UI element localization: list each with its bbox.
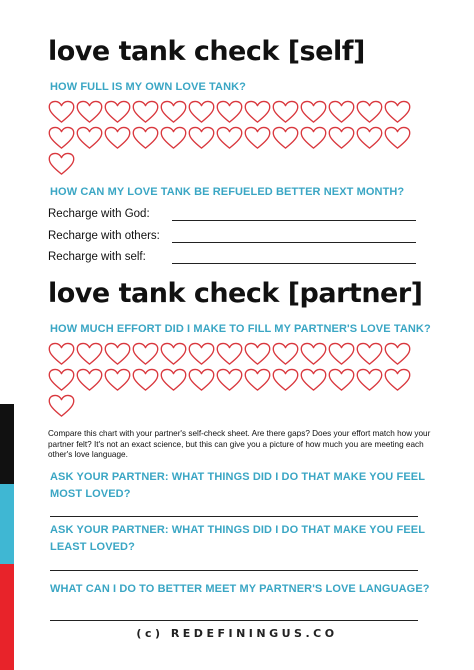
self-section-title: love tank check [self]: [48, 36, 365, 67]
ask-most-loved-question: ASK YOUR PARTNER: WHAT THINGS DID I DO THAT MAKE YOU FEEL MOST LOVED?: [50, 471, 425, 500]
heart-outline-icon[interactable]: [300, 368, 327, 392]
most-loved-answer-line[interactable]: [50, 516, 418, 517]
heart-outline-icon[interactable]: [160, 126, 187, 150]
decorative-stripe-red: [0, 564, 14, 670]
recharge-row-god: [48, 208, 420, 226]
heart-outline-icon[interactable]: [48, 342, 75, 366]
heart-outline-icon[interactable]: [356, 368, 383, 392]
heart-outline-icon[interactable]: [104, 100, 131, 124]
decorative-stripe-cyan: [0, 484, 14, 564]
better-meet-answer-line[interactable]: [50, 620, 418, 621]
heart-outline-icon[interactable]: [160, 368, 187, 392]
refuel-question: HOW CAN MY LOVE TANK BE REFUELED BETTER NEXT MONTH?: [50, 186, 405, 198]
ask-least-loved-question: ASK YOUR PARTNER: WHAT THINGS DID I DO THAT MAKE YOU FEEL LEAST LOVED?: [50, 524, 425, 553]
partner-question: HOW MUCH EFFORT DID I MAKE TO FILL MY PARTNER'S LOVE TANK?: [50, 323, 431, 335]
better-meet-question: WHAT CAN I DO TO BETTER MEET MY PARTNER'S LOVE LANGUAGE?: [50, 583, 430, 595]
recharge-row-others: [48, 230, 420, 248]
heart-outline-icon[interactable]: [132, 126, 159, 150]
copyright-footer: (c) REDEFININGUS.CO: [136, 627, 338, 640]
heart-outline-icon[interactable]: [48, 100, 75, 124]
heart-outline-icon[interactable]: [48, 152, 75, 176]
heart-outline-icon[interactable]: [384, 342, 411, 366]
heart-outline-icon[interactable]: [188, 100, 215, 124]
heart-outline-icon[interactable]: [104, 342, 131, 366]
partner-heart-grid: [48, 342, 438, 420]
heart-outline-icon[interactable]: [160, 342, 187, 366]
recharge-answer-line-others[interactable]: [172, 242, 416, 243]
heart-outline-icon[interactable]: [160, 100, 187, 124]
self-heart-grid: [48, 100, 438, 178]
heart-outline-icon[interactable]: [104, 126, 131, 150]
heart-outline-icon[interactable]: [48, 368, 75, 392]
heart-outline-icon[interactable]: [328, 342, 355, 366]
heart-outline-icon[interactable]: [356, 342, 383, 366]
heart-outline-icon[interactable]: [328, 368, 355, 392]
heart-outline-icon[interactable]: [300, 100, 327, 124]
self-question: HOW FULL IS MY OWN LOVE TANK?: [50, 81, 247, 93]
heart-outline-icon[interactable]: [272, 368, 299, 392]
heart-outline-icon[interactable]: [132, 368, 159, 392]
heart-outline-icon[interactable]: [356, 126, 383, 150]
heart-outline-icon[interactable]: [272, 126, 299, 150]
heart-outline-icon[interactable]: [216, 126, 243, 150]
heart-outline-icon[interactable]: [48, 394, 75, 418]
heart-outline-icon[interactable]: [272, 342, 299, 366]
heart-outline-icon[interactable]: [188, 126, 215, 150]
heart-outline-icon[interactable]: [356, 100, 383, 124]
heart-outline-icon[interactable]: [272, 100, 299, 124]
recharge-label-self: Recharge with self:: [48, 251, 146, 263]
heart-outline-icon[interactable]: [132, 100, 159, 124]
heart-outline-icon[interactable]: [188, 342, 215, 366]
least-loved-answer-line[interactable]: [50, 570, 418, 571]
partner-section-title: love tank check [partner]: [48, 278, 423, 309]
heart-outline-icon[interactable]: [300, 342, 327, 366]
heart-outline-icon[interactable]: [244, 126, 271, 150]
heart-outline-icon[interactable]: [300, 126, 327, 150]
heart-outline-icon[interactable]: [188, 368, 215, 392]
heart-outline-icon[interactable]: [76, 100, 103, 124]
heart-outline-icon[interactable]: [48, 126, 75, 150]
heart-outline-icon[interactable]: [244, 342, 271, 366]
heart-outline-icon[interactable]: [76, 342, 103, 366]
heart-outline-icon[interactable]: [244, 368, 271, 392]
heart-outline-icon[interactable]: [216, 368, 243, 392]
heart-outline-icon[interactable]: [244, 100, 271, 124]
recharge-answer-line-god[interactable]: [172, 220, 416, 221]
heart-outline-icon[interactable]: [384, 126, 411, 150]
comparison-note: Compare this chart with your partner's self-check sheet. Are there gaps? Does your effort match how your partner felt? It's not an exact science, but this can give you a picture of how much you are meeting each other's love language.: [48, 429, 431, 459]
decorative-stripe-black: [0, 404, 14, 484]
heart-outline-icon[interactable]: [76, 368, 103, 392]
recharge-label-god: Recharge with God:: [48, 208, 150, 220]
heart-outline-icon[interactable]: [216, 100, 243, 124]
heart-outline-icon[interactable]: [132, 342, 159, 366]
heart-outline-icon[interactable]: [328, 126, 355, 150]
recharge-row-self: [48, 251, 420, 269]
heart-outline-icon[interactable]: [216, 342, 243, 366]
heart-outline-icon[interactable]: [384, 100, 411, 124]
recharge-label-others: Recharge with others:: [48, 230, 160, 242]
recharge-answer-line-self[interactable]: [172, 263, 416, 264]
heart-outline-icon[interactable]: [104, 368, 131, 392]
heart-outline-icon[interactable]: [76, 126, 103, 150]
heart-outline-icon[interactable]: [328, 100, 355, 124]
heart-outline-icon[interactable]: [384, 368, 411, 392]
